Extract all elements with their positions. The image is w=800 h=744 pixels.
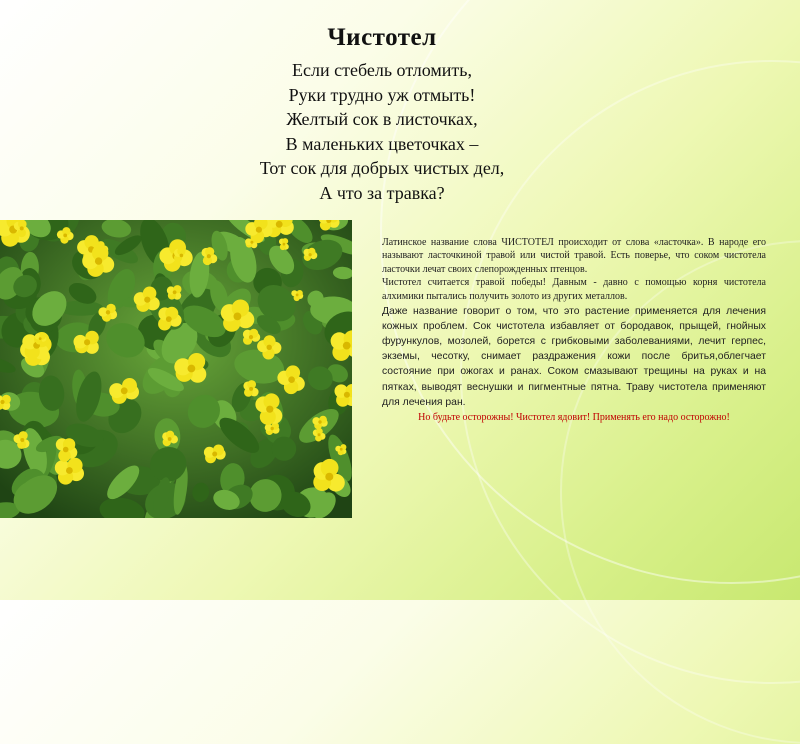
poem-line: А что за травка? (319, 182, 445, 203)
poem-line: Тот сок для добрых чистых дел, (259, 158, 505, 178)
info-paragraph-origin: Латинское название слова ЧИСТОТЕЛ происходит от слова «ласточка». В народе его называют ласточкиной травой или чистой травой. Есть поверье, что соком чистотела ласточки лечат своих слепорожденных птенцов. (382, 237, 766, 275)
info-paragraph-victory: Чистотел считается травой победы! Давным - давно с помощью корня чистотела алхимики пытались получить золото из других металлов. (382, 277, 766, 302)
info-paragraph-uses: Даже название говорит о том, что это растение применяется для лечения кожных проблем. Сок чистотела избавляет от бородавок, прыщей, гнойных фурункулов, мозолей, борется с грибковыми заболеваниями, лечит герпес, экземы, чесотку, снимает раздражения кожи после бритья,облегчает состояние при ожогах и ранах. Соком смазывают трещины на руках и на пятках, выводят веснушки и пигментные пятна. Траву чистотела применяют для лечения ран. (382, 306, 766, 408)
poem-line: Руки трудно уж отмыть! (288, 84, 476, 105)
flower-shape (335, 384, 353, 407)
poem-title: Чистотел (327, 24, 437, 51)
flower-shape (279, 238, 289, 250)
poem-line: В маленьких цветочках – (285, 133, 479, 154)
poem-line: Желтый сок в листочках, (286, 109, 478, 129)
flower-shape (0, 395, 11, 410)
flower-shape (167, 285, 182, 300)
celandine-photo (0, 220, 352, 518)
plant-illustration (0, 220, 352, 518)
info-text-block (382, 236, 766, 424)
poem-block (232, 24, 532, 205)
warning-text: Но будьте осторожны! Чистотел ядовит! Применять его надо осторожно! (418, 411, 730, 423)
poem-line: Если стебель отломить, (292, 60, 472, 80)
